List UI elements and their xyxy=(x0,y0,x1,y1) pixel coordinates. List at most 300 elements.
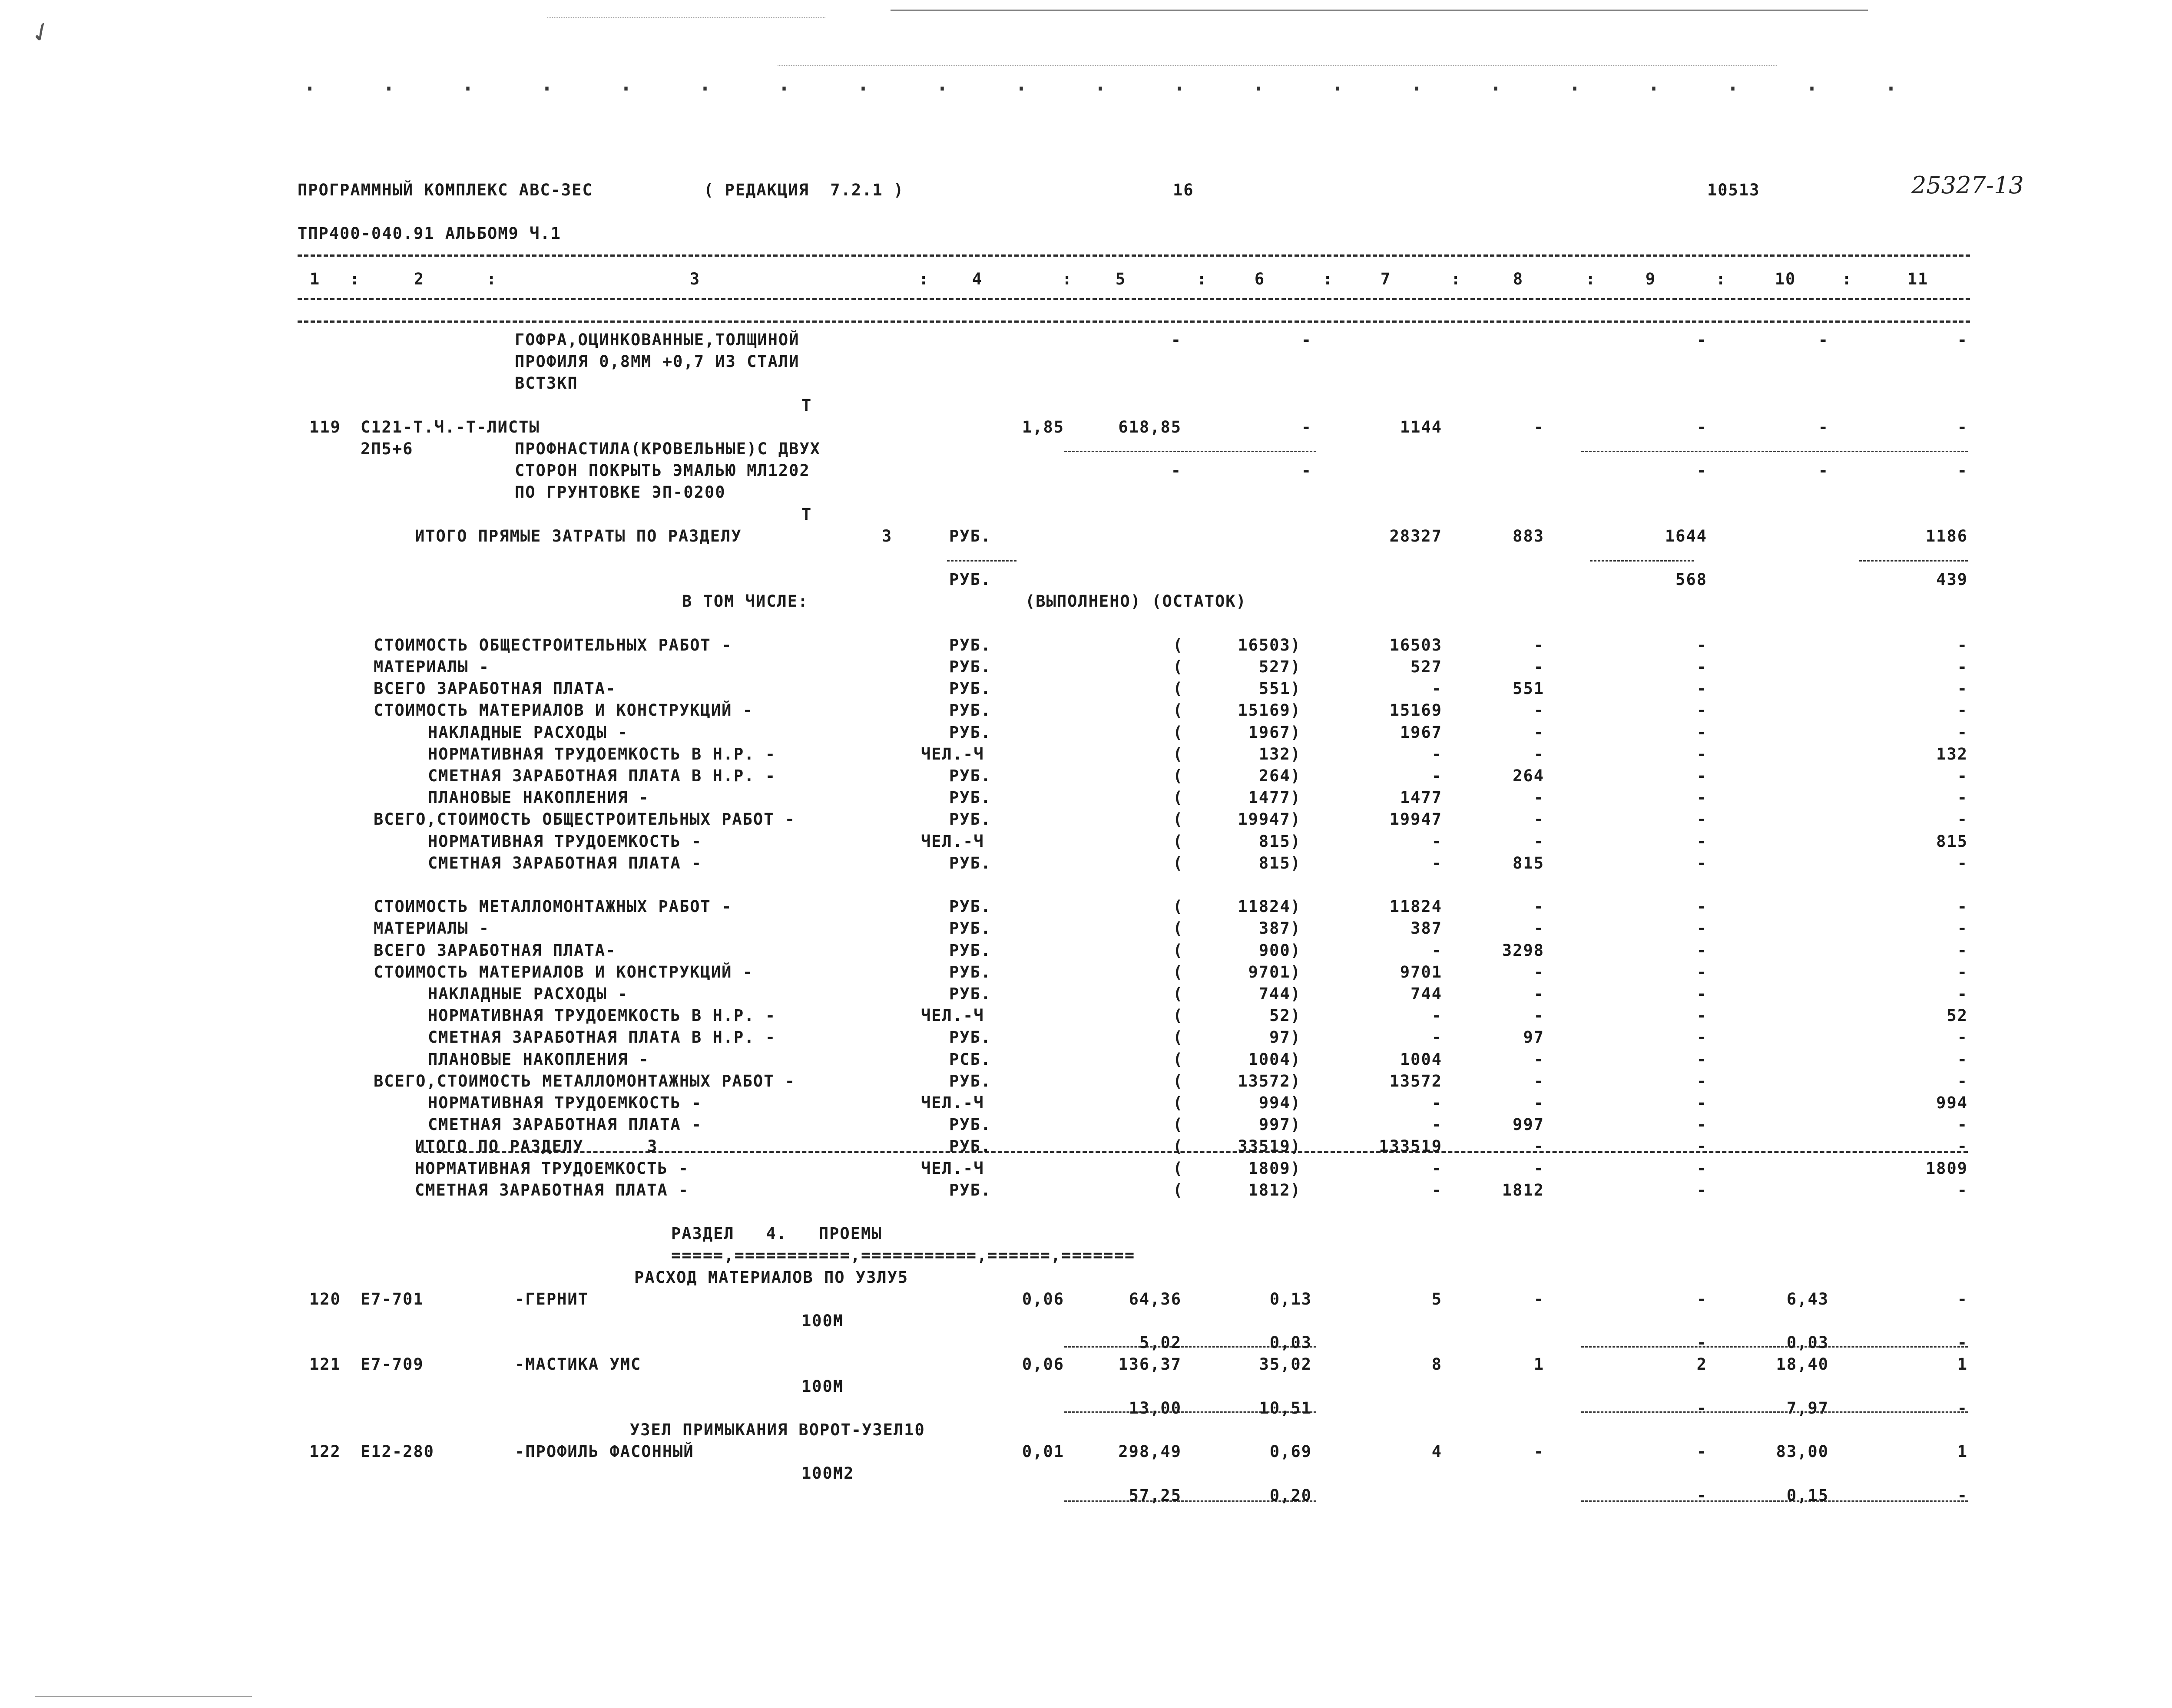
total-cost: 133519 xyxy=(1379,1137,1442,1156)
completed-value: 527) xyxy=(1258,657,1301,676)
currency-unit: РУБ. xyxy=(949,679,992,698)
total-cost: 1004 xyxy=(1400,1050,1442,1069)
total-cost: 744 xyxy=(1410,984,1442,1003)
total-cost: 11824 xyxy=(1389,897,1442,916)
table-row xyxy=(0,1483,2172,1510)
open-paren: ( xyxy=(1173,701,1184,720)
labor-unit-label: ЧЕЛ.-Ч xyxy=(921,1006,984,1025)
open-paren: ( xyxy=(1173,941,1184,960)
labor-total: - xyxy=(1957,1028,1968,1047)
quantity: 0,06 xyxy=(1022,1355,1064,1374)
salary-unit: - xyxy=(1301,417,1312,436)
breakdown-sublabel: НОРМАТИВНАЯ ТРУДОЕМКОСТЬ В Н.Р. - xyxy=(428,744,776,763)
breakdown-sublabel: ПЛАНОВЫЕ НАКОПЛЕНИЯ - xyxy=(428,788,649,807)
labor-total: - xyxy=(1957,1115,1968,1134)
description: СТОРОН ПОКРЫТЬ ЭМАЛЬЮ МЛ1202 xyxy=(515,461,810,480)
machine-cost: - xyxy=(1696,461,1707,480)
labor-total: - xyxy=(1957,1289,1968,1308)
description: ПО ГРУНТОВКЕ ЭП-0200 xyxy=(515,483,726,502)
total-cost: 16503 xyxy=(1389,635,1442,654)
completed-value: 815) xyxy=(1258,853,1301,872)
currency-unit: РУБ. xyxy=(949,1028,992,1047)
breakdown-sublabel: НОРМАТИВНАЯ ТРУДОЕМКОСТЬ - xyxy=(428,1094,702,1112)
labor-total: - xyxy=(1957,1137,1968,1156)
machine-cost: 1644 xyxy=(1665,526,1707,545)
breakdown-label: СТОИМОСТЬ МЕТАЛЛОМОНТАЖНЫХ РАБОТ - xyxy=(374,897,732,916)
total-cost: 8 xyxy=(1431,1355,1442,1374)
labor-unit: 83,00 xyxy=(1776,1442,1829,1461)
machine-cost: - xyxy=(1696,330,1707,349)
column-header-4: 4 xyxy=(972,270,983,288)
labor-total: - xyxy=(1957,1486,1968,1505)
open-paren: ( xyxy=(1173,1006,1184,1025)
salary-unit: 0,13 xyxy=(1269,1289,1312,1308)
open-paren: ( xyxy=(1173,635,1184,654)
currency-unit: РУБ. xyxy=(949,766,992,785)
bottom-left-smudge-line xyxy=(35,1696,252,1697)
total-salary: 1812 xyxy=(1502,1180,1544,1199)
breakdown-label: МАТЕРИАЛЫ - xyxy=(374,657,490,676)
breakdown-label: МАТЕРИАЛЫ - xyxy=(374,919,490,938)
perforation-dot: · xyxy=(697,74,713,104)
total-salary: - xyxy=(1533,657,1544,676)
machine-cost: - xyxy=(1696,788,1707,807)
subheading: РАСХОД МАТЕРИАЛОВ ПО УЗЛУ5 xyxy=(634,1268,909,1287)
open-paren: ( xyxy=(1173,679,1184,698)
labor-total: 439 xyxy=(1936,570,1968,589)
row-number: 121 xyxy=(309,1355,341,1374)
column-separator: : xyxy=(1716,270,1727,288)
completed-value: 13572) xyxy=(1238,1071,1301,1090)
column-separator: : xyxy=(919,270,930,288)
open-paren: ( xyxy=(1173,744,1184,763)
quantity: 0,01 xyxy=(1022,1442,1064,1461)
machine-cost: - xyxy=(1696,1094,1707,1112)
labor-total: - xyxy=(1957,1180,1968,1199)
salary-unit: - xyxy=(1301,330,1312,349)
summary-label: НОРМАТИВНАЯ ТРУДОЕМКОСТЬ - xyxy=(415,1159,689,1178)
completed-value: 52) xyxy=(1269,1006,1301,1025)
rule-below-headers xyxy=(298,298,1970,300)
breakdown-label: ВСЕГО,СТОИМОСТЬ МЕТАЛЛОМОНТАЖНЫХ РАБОТ - xyxy=(374,1071,796,1090)
norm-code: С121-Т.Ч.-Т-ЛИСТЫ xyxy=(361,417,540,436)
currency-unit: РУБ. xyxy=(949,1115,992,1134)
breakdown-label: СТОИМОСТЬ МАТЕРИАЛОВ И КОНСТРУКЦИЙ - xyxy=(374,962,753,981)
perforation-dot: · xyxy=(539,74,555,104)
machine-cost: - xyxy=(1696,1050,1707,1069)
machine-cost: - xyxy=(1696,1071,1707,1090)
total-salary: 97 xyxy=(1523,1028,1544,1047)
currency-unit: РУБ. xyxy=(949,1071,992,1090)
open-paren: ( xyxy=(1173,723,1184,742)
completed-value: 815) xyxy=(1258,832,1301,851)
description: -ГЕРНИТ xyxy=(515,1289,589,1308)
column-header-6: 6 xyxy=(1254,270,1265,288)
labor-total: - xyxy=(1957,635,1968,654)
completed-value: 1967) xyxy=(1248,723,1301,742)
machine-cost: - xyxy=(1696,766,1707,785)
labor-total: - xyxy=(1957,1050,1968,1069)
currency-unit: РСБ. xyxy=(949,1050,992,1069)
column-header-10: 10 xyxy=(1775,270,1796,288)
total-salary: 997 xyxy=(1513,1115,1544,1134)
labor-total: - xyxy=(1957,417,1968,436)
unit-cost: 57,25 xyxy=(1129,1486,1182,1505)
open-paren: ( xyxy=(1173,832,1184,851)
machine-cost: - xyxy=(1696,723,1707,742)
currency-unit: РУБ. xyxy=(949,810,992,829)
perforation-dot: · xyxy=(934,74,950,104)
labor-total: - xyxy=(1957,330,1968,349)
labor-unit: - xyxy=(1818,461,1829,480)
machine-cost: - xyxy=(1696,417,1707,436)
machine-cost: - xyxy=(1696,701,1707,720)
salary-unit: 0,20 xyxy=(1269,1486,1312,1505)
machine-cost: - xyxy=(1696,1137,1707,1156)
total-cost: - xyxy=(1431,766,1442,785)
labor-total: 815 xyxy=(1936,832,1968,851)
unit-cost: 618,85 xyxy=(1118,417,1182,436)
machine-cost: - xyxy=(1696,941,1707,960)
currency-unit: РУБ. xyxy=(949,1180,992,1199)
unit-cost: 5,02 xyxy=(1139,1333,1182,1352)
open-paren: ( xyxy=(1173,919,1184,938)
labor-total: - xyxy=(1957,1398,1968,1417)
breakdown-label: ВСЕГО ЗАРАБОТНАЯ ПЛАТА- xyxy=(374,941,616,960)
total-salary: - xyxy=(1533,701,1544,720)
total-salary: 1 xyxy=(1533,1355,1544,1374)
machine-cost: 568 xyxy=(1675,570,1707,589)
open-paren: ( xyxy=(1173,1028,1184,1047)
done-remaining-label: (ВЫПОЛНЕНО) (ОСТАТОК) xyxy=(1025,592,1247,611)
machine-cost: - xyxy=(1696,1486,1707,1505)
labor-total: - xyxy=(1957,962,1968,981)
handwritten-stamp-number: 25327-13 xyxy=(1911,172,2024,199)
completed-value: 387) xyxy=(1258,919,1301,938)
perforation-dot: · xyxy=(1804,74,1820,104)
total-salary: - xyxy=(1533,1159,1544,1178)
machine-cost: - xyxy=(1696,1180,1707,1199)
machine-cost: - xyxy=(1696,679,1707,698)
total-salary: 264 xyxy=(1513,766,1544,785)
currency-unit: РУБ. xyxy=(949,897,992,916)
labor-total: - xyxy=(1957,897,1968,916)
completed-value: 15169) xyxy=(1238,701,1301,720)
total-cost: 1144 xyxy=(1400,417,1442,436)
norm-code: Е7-709 xyxy=(361,1355,424,1374)
total-cost: 4 xyxy=(1431,1442,1442,1461)
currency-unit: РУБ. xyxy=(949,853,992,872)
currency-unit: РУБ. xyxy=(949,1137,992,1156)
total-cost: 387 xyxy=(1410,919,1442,938)
total-cost: - xyxy=(1431,853,1442,872)
labor-total: - xyxy=(1957,1333,1968,1352)
machine-cost: - xyxy=(1696,962,1707,981)
open-paren: ( xyxy=(1173,1050,1184,1069)
quantity: 1,85 xyxy=(1022,417,1064,436)
perforation-dot: · xyxy=(1725,74,1741,104)
total-salary: - xyxy=(1533,1071,1544,1090)
labor-total: - xyxy=(1957,461,1968,480)
labor-unit-label: ЧЕЛ.-Ч xyxy=(921,1159,984,1178)
description: ГОФРА,ОЦИНКОВАННЫЕ,ТОЛЩИНОЙ xyxy=(515,330,800,349)
total-cost: 1477 xyxy=(1400,788,1442,807)
open-paren: ( xyxy=(1173,853,1184,872)
machine-cost: - xyxy=(1696,1115,1707,1134)
completed-value: 16503) xyxy=(1238,635,1301,654)
machine-cost: - xyxy=(1696,1028,1707,1047)
completed-value: 33519) xyxy=(1238,1137,1301,1156)
labor-total: - xyxy=(1957,679,1968,698)
currency-unit: РУБ. xyxy=(949,570,992,589)
summary-label: ИТОГО ПО РАЗДЕЛУ xyxy=(415,1137,584,1156)
perforation-dot: · xyxy=(1567,74,1583,104)
completed-value: 132) xyxy=(1258,744,1301,763)
open-paren: ( xyxy=(1173,810,1184,829)
edition-label: ( РЕДАКЦИЯ 7.2.1 ) xyxy=(704,181,904,199)
total-salary: - xyxy=(1533,832,1544,851)
labor-unit-label: ЧЕЛ.-Ч xyxy=(921,1094,984,1112)
column-separator: : xyxy=(1586,270,1596,288)
summary-label: СМЕТНАЯ ЗАРАБОТНАЯ ПЛАТА - xyxy=(415,1180,689,1199)
perforation-dot: · xyxy=(1883,74,1899,104)
column-separator: : xyxy=(1842,270,1853,288)
total-salary: - xyxy=(1533,1006,1544,1025)
column-separator: : xyxy=(487,270,497,288)
labor-total: 1809 xyxy=(1925,1159,1968,1178)
breakdown-label: СТОИМОСТЬ МАТЕРИАЛОВ И КОНСТРУКЦИЙ - xyxy=(374,701,753,720)
completed-value: 1477) xyxy=(1248,788,1301,807)
machine-cost: - xyxy=(1696,853,1707,872)
breakdown-sublabel: НОРМАТИВНАЯ ТРУДОЕМКОСТЬ В Н.Р. - xyxy=(428,1006,776,1025)
labor-total: - xyxy=(1957,941,1968,960)
total-cost: - xyxy=(1431,832,1442,851)
album-reference: ТПР400-040.91 АЛЬБОМ9 Ч.1 xyxy=(298,224,561,243)
currency-unit: РУБ. xyxy=(949,657,992,676)
labor-total: - xyxy=(1957,1071,1968,1090)
perforation-dot: · xyxy=(381,74,397,104)
total-salary: 3298 xyxy=(1502,941,1544,960)
unit-of-measure: Т xyxy=(801,396,812,415)
description: ПРОФИЛЯ 0,8ММ +0,7 ИЗ СТАЛИ xyxy=(515,352,800,371)
salary-unit: 0,03 xyxy=(1269,1333,1312,1352)
total-cost: - xyxy=(1431,1094,1442,1112)
total-salary: - xyxy=(1533,1094,1544,1112)
machine-cost: - xyxy=(1696,810,1707,829)
column-separator: : xyxy=(1451,270,1462,288)
currency-unit: РУБ. xyxy=(949,635,992,654)
total-salary: - xyxy=(1533,723,1544,742)
total-salary: - xyxy=(1533,919,1544,938)
faint-dotted-line xyxy=(547,17,825,18)
breakdown-sublabel: СМЕТНАЯ ЗАРАБОТНАЯ ПЛАТА - xyxy=(428,1115,702,1134)
total-cost: 15169 xyxy=(1389,701,1442,720)
completed-value: 1809) xyxy=(1248,1159,1301,1178)
labor-total: - xyxy=(1957,701,1968,720)
labor-unit: 0,03 xyxy=(1786,1333,1829,1352)
machine-cost: - xyxy=(1696,1398,1707,1417)
total-salary: 551 xyxy=(1513,679,1544,698)
column-separator: : xyxy=(350,270,361,288)
rule-table-top xyxy=(298,254,1970,257)
labor-total: - xyxy=(1957,657,1968,676)
total-cost: - xyxy=(1431,1180,1442,1199)
total-cost: 1967 xyxy=(1400,723,1442,742)
description: -МАСТИКА УМС xyxy=(515,1355,642,1374)
currency-unit: РУБ. xyxy=(949,962,992,981)
unit-of-measure: 100М xyxy=(801,1312,844,1330)
breakdown-sublabel: НАКЛАДНЫЕ РАСХОДЫ - xyxy=(428,984,629,1003)
labor-total: - xyxy=(1957,788,1968,807)
top-edge-smudge-line xyxy=(891,10,1868,11)
machine-cost: - xyxy=(1696,744,1707,763)
open-paren: ( xyxy=(1173,984,1184,1003)
perforation-dot: · xyxy=(1013,74,1030,104)
open-paren: ( xyxy=(1173,788,1184,807)
open-paren: ( xyxy=(1173,657,1184,676)
column-header-9: 9 xyxy=(1645,270,1656,288)
total-cost: 13572 xyxy=(1389,1071,1442,1090)
total-cost: - xyxy=(1431,1115,1442,1134)
labor-total: 1 xyxy=(1957,1355,1968,1374)
breakdown-sublabel: ПЛАНОВЫЕ НАКОПЛЕНИЯ - xyxy=(428,1050,649,1069)
perforation-dot: · xyxy=(1646,74,1662,104)
machine-cost: - xyxy=(1696,657,1707,676)
labor-unit: 7,97 xyxy=(1786,1398,1829,1417)
currency-unit: РУБ. xyxy=(949,941,992,960)
labor-total: - xyxy=(1957,919,1968,938)
labor-unit-label: ЧЕЛ.-Ч xyxy=(921,744,984,763)
row-number: 119 xyxy=(309,417,341,436)
salary-unit: - xyxy=(1301,461,1312,480)
labor-unit: - xyxy=(1818,417,1829,436)
total-cost: 5 xyxy=(1431,1289,1442,1308)
column-header-1: 1 xyxy=(309,270,321,288)
completed-value: 1812) xyxy=(1248,1180,1301,1199)
completed-value: 9701) xyxy=(1248,962,1301,981)
salary-unit: 35,02 xyxy=(1259,1355,1312,1374)
total-cost: 527 xyxy=(1410,657,1442,676)
open-paren: ( xyxy=(1173,1071,1184,1090)
total-salary: - xyxy=(1533,635,1544,654)
breakdown-sublabel: НОРМАТИВНАЯ ТРУДОЕМКОСТЬ - xyxy=(428,832,702,851)
breakdown-label: ВСЕГО,СТОИМОСТЬ ОБЩЕСТРОИТЕЛЬНЫХ РАБОТ - xyxy=(374,810,796,829)
total-cost: 9701 xyxy=(1400,962,1442,981)
summary-label: ИТОГО ПРЯМЫЕ ЗАТРАТЫ ПО РАЗДЕЛУ xyxy=(415,526,742,545)
column-header-8: 8 xyxy=(1513,270,1524,288)
total-salary: - xyxy=(1533,1050,1544,1069)
perforation-dot: · xyxy=(776,74,792,104)
breakdown-sublabel: СМЕТНАЯ ЗАРАБОТНАЯ ПЛАТА В Н.Р. - xyxy=(428,766,776,785)
machine-cost: - xyxy=(1696,919,1707,938)
column-header-7: 7 xyxy=(1380,270,1391,288)
currency-unit: РУБ. xyxy=(949,788,992,807)
open-paren: ( xyxy=(1173,1180,1184,1199)
currency-unit: РУБ. xyxy=(949,701,992,720)
labor-total: 1186 xyxy=(1925,526,1968,545)
completed-value: 900) xyxy=(1258,941,1301,960)
labor-total: - xyxy=(1957,984,1968,1003)
labor-total: 1 xyxy=(1957,1442,1968,1461)
completed-value: 551) xyxy=(1258,679,1301,698)
machine-cost: - xyxy=(1696,1289,1707,1308)
total-salary: - xyxy=(1533,1289,1544,1308)
total-salary: 883 xyxy=(1513,526,1544,545)
total-salary: 815 xyxy=(1513,853,1544,872)
norm-code: Е12-280 xyxy=(361,1442,434,1461)
perforation-dot: · xyxy=(1330,74,1346,104)
open-paren: ( xyxy=(1173,1137,1184,1156)
unit-of-measure: 100М2 xyxy=(801,1464,854,1483)
total-salary: - xyxy=(1533,417,1544,436)
total-cost: - xyxy=(1431,744,1442,763)
total-salary: - xyxy=(1533,744,1544,763)
total-cost: 28327 xyxy=(1389,526,1442,545)
labor-total: - xyxy=(1957,723,1968,742)
machine-cost: - xyxy=(1696,1333,1707,1352)
unit-cost: 13,00 xyxy=(1129,1398,1182,1417)
rule-body-top xyxy=(298,320,1970,323)
description: ВСТ3КП xyxy=(515,374,578,393)
perforation-dot: · xyxy=(855,74,871,104)
completed-value: 997) xyxy=(1258,1115,1301,1134)
labor-total: 132 xyxy=(1936,744,1968,763)
perforation-dot: · xyxy=(1488,74,1504,104)
labor-total: - xyxy=(1957,853,1968,872)
section-number: 3 xyxy=(882,526,893,545)
total-salary: - xyxy=(1533,897,1544,916)
column-header-11: 11 xyxy=(1907,270,1929,288)
labor-total: 52 xyxy=(1947,1006,1968,1025)
completed-value: 19947) xyxy=(1238,810,1301,829)
unit-of-measure: 100М xyxy=(801,1377,844,1396)
completed-value: 744) xyxy=(1258,984,1301,1003)
section-heading: РАЗДЕЛ 4. ПРОЕМЫ xyxy=(671,1224,882,1243)
machine-cost: - xyxy=(1696,1442,1707,1461)
open-paren: ( xyxy=(1173,897,1184,916)
column-separator: : xyxy=(1323,270,1334,288)
breakdown-label: ВСЕГО ЗАРАБОТНАЯ ПЛАТА- xyxy=(374,679,616,698)
machine-cost: - xyxy=(1696,832,1707,851)
total-salary: - xyxy=(1533,984,1544,1003)
currency-unit: РУБ. xyxy=(949,723,992,742)
total-salary: - xyxy=(1533,1442,1544,1461)
completed-value: 97) xyxy=(1269,1028,1301,1047)
salary-unit: 10,51 xyxy=(1259,1398,1312,1417)
breakdown-sublabel: СМЕТНАЯ ЗАРАБОТНАЯ ПЛАТА - xyxy=(428,853,702,872)
column-header-3: 3 xyxy=(689,270,701,288)
unit-cost: 64,36 xyxy=(1129,1289,1182,1308)
labor-unit: 0,15 xyxy=(1786,1486,1829,1505)
norm-code: 2П5+6 xyxy=(361,439,414,458)
unit-cost: - xyxy=(1171,330,1182,349)
perforation-dot: · xyxy=(1093,74,1109,104)
page-number: 16 xyxy=(1173,181,1194,199)
subheading: УЗЕЛ ПРИМЫКАНИЯ ВОРОТ-УЗЕЛ10 xyxy=(630,1421,925,1439)
salary-unit: 0,69 xyxy=(1269,1442,1312,1461)
open-paren: ( xyxy=(1173,962,1184,981)
open-paren: ( xyxy=(1173,766,1184,785)
breakdown-sublabel: НАКЛАДНЫЕ РАСХОДЫ - xyxy=(428,723,629,742)
row-number: 120 xyxy=(309,1289,341,1308)
description: ПРОФНАСТИЛА(КРОВЕЛЬНЫЕ)С ДВУХ xyxy=(515,439,821,458)
labor-total: 994 xyxy=(1936,1094,1968,1112)
perforation-dot: · xyxy=(1172,74,1188,104)
completed-value: 994) xyxy=(1258,1094,1301,1112)
pen-tick-mark: ✓ xyxy=(25,14,58,51)
total-salary: - xyxy=(1533,788,1544,807)
column-separator: : xyxy=(1062,270,1073,288)
